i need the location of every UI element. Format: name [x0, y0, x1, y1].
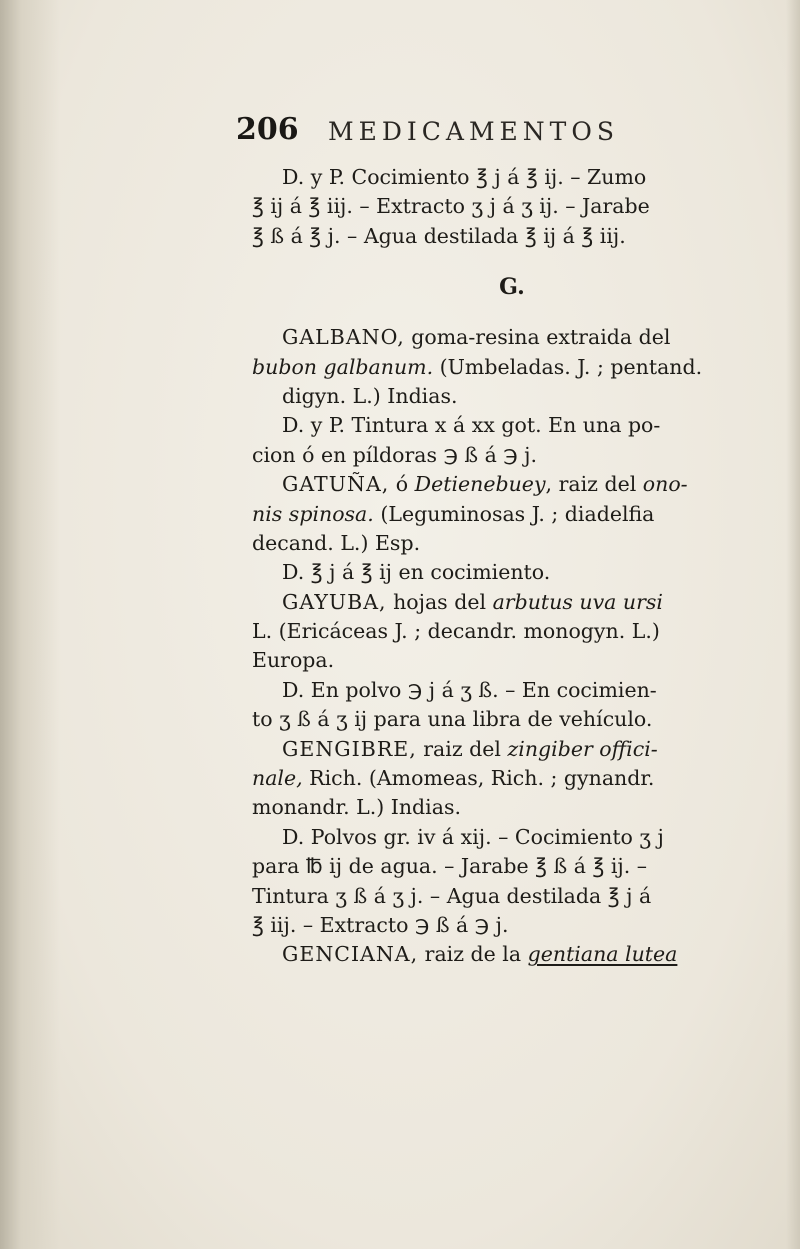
- dose-line: [252, 823, 772, 852]
- entry-galbano: [252, 323, 772, 352]
- dose-text: D. y P. Tintura x á xx got. En una po-: [282, 413, 661, 438]
- dose-text: D. ℥ j á ℥ ij en cocimiento.: [282, 560, 551, 585]
- entry-text: hojas del: [386, 589, 493, 614]
- latin-name: gentiana lutea: [527, 942, 678, 967]
- latin-name: nale,: [252, 766, 303, 791]
- book-spine-shadow: [0, 0, 60, 1249]
- dose-line: [252, 705, 772, 734]
- entry-text: decand. L.) Esp.: [252, 530, 421, 555]
- entry-term: GALBANO,: [282, 325, 405, 350]
- entry-gatuna: [252, 470, 772, 499]
- text-line: [252, 529, 772, 558]
- entry-text: digyn. L.) Indias.: [282, 383, 458, 408]
- running-title: MEDICAMENTOS: [328, 117, 619, 146]
- dose-line: [252, 676, 772, 705]
- text-line: [252, 163, 772, 192]
- dose-text: ℥ ß á ℥ j. – Agua destilada ℥ ij á ℥ iij.: [252, 223, 626, 248]
- dose-line: [252, 411, 772, 440]
- entry-text: Rich. (Amomeas, Rich. ; gynandr.: [302, 766, 655, 791]
- dose-line: [252, 882, 772, 911]
- dose-text: D. En polvo ℈ j á ʒ ß. – En cocimien-: [282, 677, 657, 702]
- text-line: [252, 192, 772, 221]
- text-line: [252, 646, 772, 675]
- text-line: [252, 500, 772, 529]
- dose-text: D. y P. Cocimiento ℥ j á ℥ ij. – Zumo: [282, 165, 647, 189]
- page-header: [236, 112, 776, 156]
- latin-name: arbutus uva ursi: [492, 589, 663, 614]
- section-letter: G.: [499, 274, 525, 301]
- entry-term: GAYUBA,: [282, 589, 387, 614]
- dose-text: D. Polvos gr. iv á xij. – Cocimiento ʒ j: [282, 824, 664, 849]
- dose-text: ℥ iij. – Extracto ℈ ß á ℈ j.: [252, 912, 509, 937]
- entry-term: GENGIBRE,: [282, 736, 417, 761]
- entry-text: raiz del: [416, 736, 508, 761]
- entry-text: raiz de la: [418, 942, 528, 967]
- latin-name: bubon galbanum.: [252, 354, 434, 379]
- dose-text: to ʒ ß á ʒ ij para una libra de vehículo.: [252, 707, 653, 732]
- latin-name: ono-: [642, 472, 688, 497]
- entry-gengibre: [252, 735, 772, 764]
- entry-text: goma-resina extraida del: [404, 325, 671, 350]
- page-edge-shadow: [786, 0, 800, 1249]
- text-line: [252, 764, 772, 793]
- dose-text: para ℔ ij de agua. – Jarabe ℥ ß á ℥ ij. –: [252, 854, 648, 879]
- latin-name: nis spinosa.: [252, 501, 374, 526]
- common-name: Detienebuey: [414, 472, 546, 497]
- entry-text: L. (Ericáceas J. ; decandr. monogyn. L.): [252, 619, 660, 644]
- entry-term: GENCIANA,: [282, 942, 419, 967]
- text-line: [252, 222, 772, 251]
- entry-genciana: [252, 940, 772, 969]
- dose-line: [252, 911, 772, 940]
- latin-name: zingiber offici-: [507, 736, 658, 761]
- entry-text: (Umbeladas. J. ; pentand.: [433, 354, 703, 379]
- entry-text: monandr. L.) Indias.: [252, 795, 461, 820]
- page-number: 206: [236, 112, 299, 147]
- text-line: [252, 793, 772, 822]
- entry-text: ó: [389, 472, 415, 497]
- page-body: [252, 163, 772, 970]
- dose-text: Tintura ʒ ß á ʒ j. – Agua destilada ℥ j á: [252, 883, 652, 908]
- entry-text: (Leguminosas J. ; diadelfia: [373, 501, 655, 526]
- entry-text: Europa.: [252, 648, 335, 673]
- entry-text: , raiz del: [545, 472, 643, 497]
- text-line: [252, 353, 772, 382]
- dose-text: cion ó en píldoras ℈ ß á ℈ j.: [252, 442, 538, 467]
- dose-line: [252, 441, 772, 470]
- text-line: [252, 617, 772, 646]
- dose-line: [252, 558, 772, 587]
- dose-text: ℥ ij á ℥ iij. – Extracto ʒ j á ʒ ij. – Jarabe: [252, 194, 650, 219]
- dose-line: [252, 852, 772, 881]
- entry-gayuba: [252, 588, 772, 617]
- entry-term: GATUÑA,: [282, 472, 390, 497]
- text-line: [252, 382, 772, 411]
